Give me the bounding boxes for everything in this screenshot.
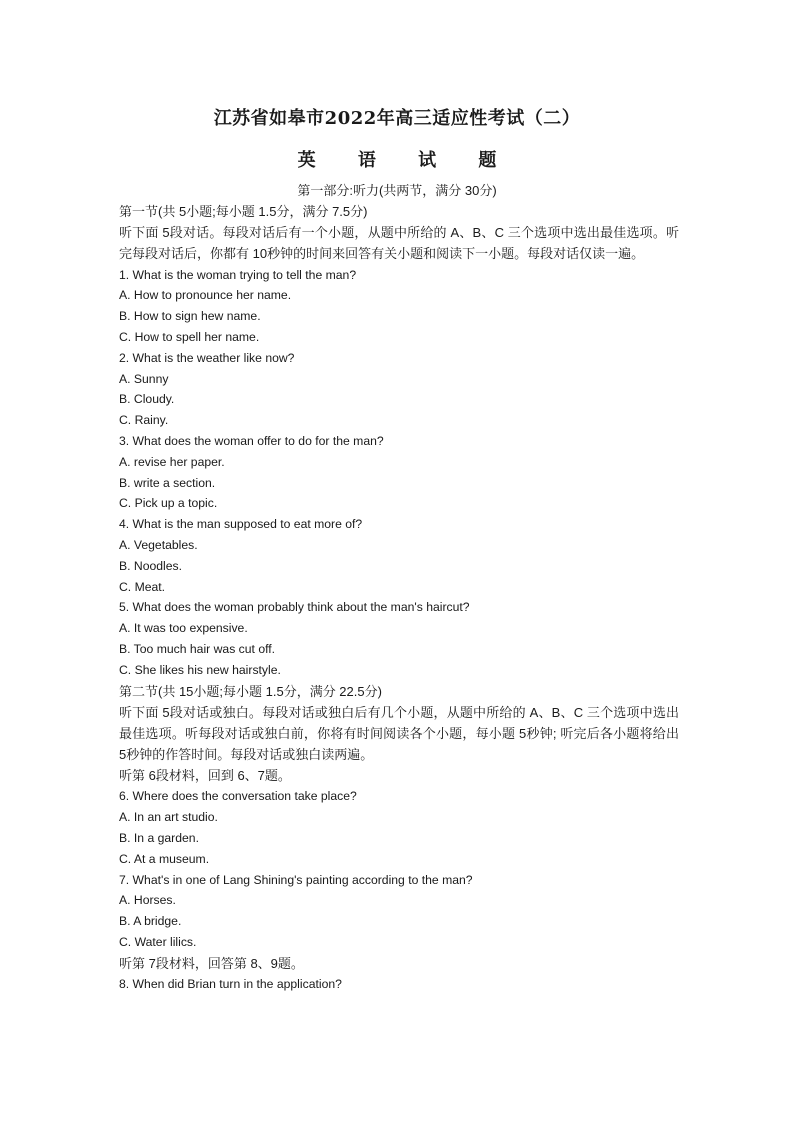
question-stem: 2. What is the weather like now? [119,350,295,365]
section2-heading: 第二节(共 15小题;每小题 1.5分，满分 22.5分) [119,683,382,699]
exam-subtitle: 英 语 试 题 [297,150,515,171]
question-stem: 3. What does the woman offer to do for the man? [119,433,384,448]
question-block-3 [119,431,679,514]
option-c: C. Meat. [119,579,166,594]
question-stem: 4. What is the man supposed to eat more of? [119,517,363,532]
option-b: B. Cloudy. [119,392,175,407]
question-stem: 1. What is the woman trying to tell the man? [119,267,357,282]
option-b: B. write a section. [119,475,216,490]
question-stem: 6. Where does the conversation take place? [119,789,357,804]
question-block-6 [119,786,679,869]
exam-title: 江苏省如皋市2022年高三适应性考试（二） [213,108,581,129]
option-c: C. Rainy. [119,413,169,428]
option-b: B. Noodles. [119,558,183,573]
option-b: B. How to sign hew name. [119,309,261,324]
part-heading: 第一部分:听力(共两节，满分 30分) [297,183,497,198]
question-block-1 [119,265,679,348]
question-stem: 5. What does the woman probably think about the man's haircut? [119,600,470,615]
question-stem: 7. What's in one of Lang Shining's painting according to the man? [119,872,473,887]
option-b: B. Too much hair was cut off. [119,641,276,656]
material-6-note: 听第 6段材料，回到 6、7题。 [119,768,291,784]
question-block-5 [119,597,679,680]
option-b: B. In a garden. [119,831,199,846]
option-a: A. How to pronounce her name. [119,288,292,303]
question-block-4 [119,514,679,597]
option-b: B. A bridge. [119,914,182,929]
option-c: C. She likes his new hairstyle. [119,662,281,677]
option-c: C. At a museum. [119,851,210,866]
question-block-7 [119,870,679,953]
section1-heading: 第一节(共 5小题;每小题 1.5分，满分 7.5分) [119,204,368,219]
exam-body [119,201,679,995]
section1-instructions: 听下面 5段对话。每段对话后有一个小题，从题中所给的 A、B、C 三个选项中选出最佳选项。听完每段对话后，你都有 10秒钟的时间来回答有关小题和阅读下一小题。每段对话仅读一遍。 [119,225,679,262]
option-a: A. It was too expensive. [119,621,248,636]
option-a: A. Horses. [119,893,176,908]
option-a: A. Vegetables. [119,537,198,552]
option-a: A. Sunny [119,371,169,386]
material-7-note: 听第 7段材料，回答第 8、9题。 [119,955,304,971]
option-c: C. Water lilics. [119,935,197,949]
option-c: C. How to spell her name. [119,329,260,344]
option-a: A. In an art studio. [119,810,218,825]
question-stem: 8. When did Brian turn in the application? [119,976,342,991]
section2-instructions: 听下面 5段对话或独白。每段对话或独白后有几个小题，从题中所给的 A、B、C 三个选项中选出最佳选项。听每段对话或独白前，你将有时间阅读各个小题，每小题 5秒钟; 听完后各小题将给出 5秒钟的作答时间。每段对话或独白读两遍。 [119,704,679,763]
option-c: C. Pick up a topic. [119,496,218,511]
question-block-2 [119,348,679,431]
option-a: A. revise her paper. [119,454,225,469]
